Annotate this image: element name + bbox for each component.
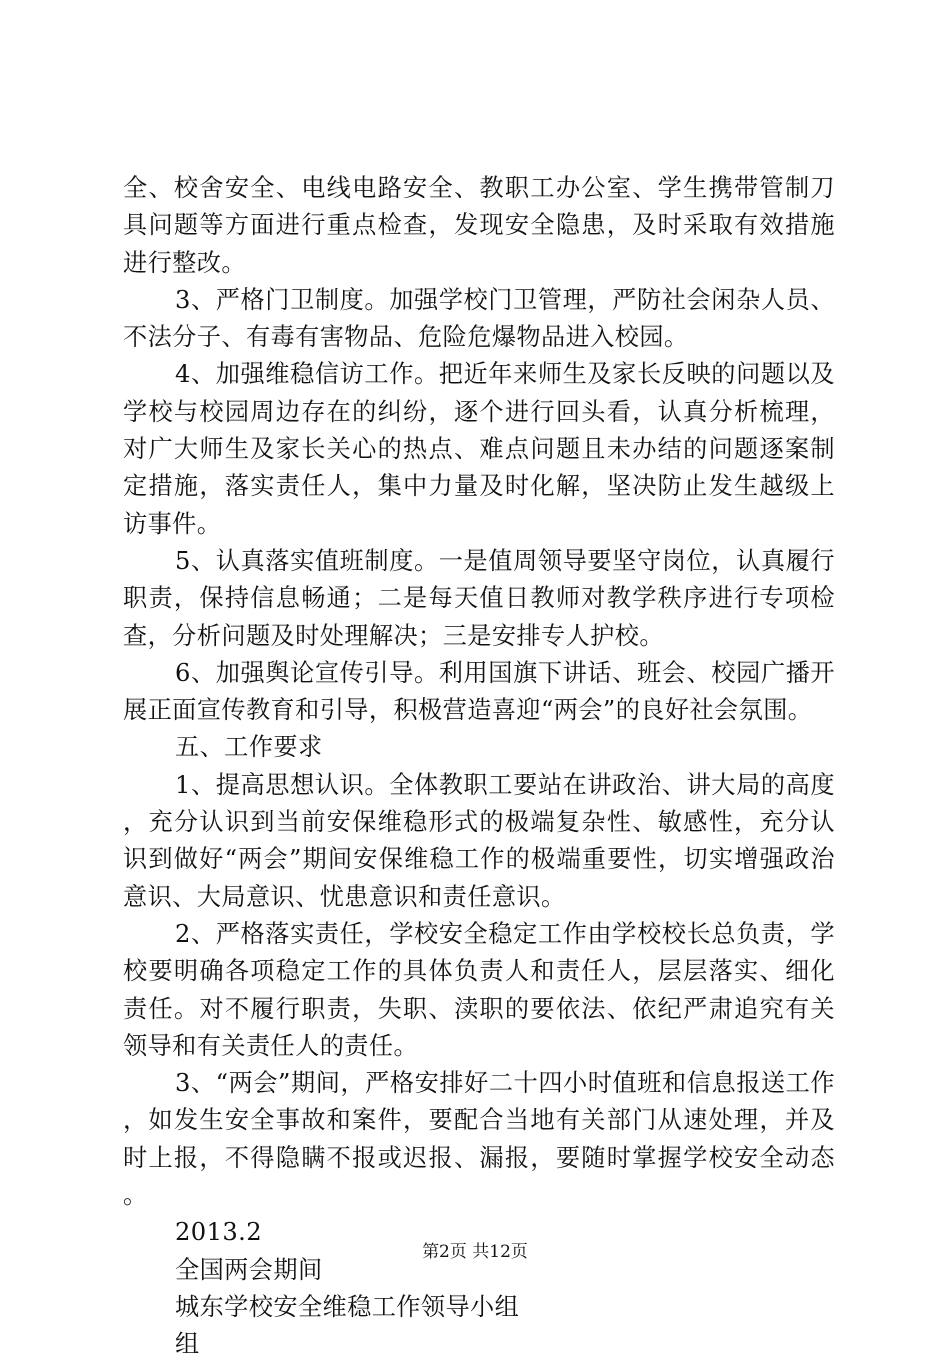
paragraph-publicity: 6、加强舆论宣传引导。利用国旗下讲话、班会、校园广播开展正面宣传教育和引导，积极营造喜迎“两会”的良好社会氛围。 bbox=[123, 658, 835, 725]
paragraph-duty-system: 5、认真落实值班制度。一是值周领导要坚守岗位，认真履行职责，保持信息畅通；二是每天值日教师对教学秩序进行专项检查，分析问题及时处理解决；三是安排专人护校。 bbox=[123, 546, 835, 650]
paragraph-continuation: 全、校舍安全、电线电路安全、教职工办公室、学生携带管制刀具问题等方面进行重点检查，发现安全隐患，及时采取有效措施进行整改。 bbox=[123, 174, 835, 277]
signoff-date: 2013.2 bbox=[175, 1218, 263, 1247]
paragraph-gate-guard: 3、严格门卫制度。加强学校门卫管理，严防社会闲杂人员、不法分子、有毒有害物品、危险危爆物品进入校园。 bbox=[123, 285, 835, 352]
signoff-trailing: 组 bbox=[175, 1330, 200, 1359]
paragraph-petition-work: 4、加强维稳信访工作。把近年来师生及家长反映的问题以及学校与校园周边存在的纠纷，逐个进行回头看，认真分析梳理，对广大师生及家长关心的热点、难点问题且未办结的问题逐案制定措施，落实责任人，集中力量及时化解，坚决防止发生越级上访事件。 bbox=[123, 360, 835, 538]
paragraph-awareness: 1、提高思想认识。全体教职工要站在讲政治、讲大局的高度，充分认识到当前安保维稳形式的极端复杂性、敏感性，充分认识到做好“两会”期间安保维稳工作的极端重要性，切实增强政治意识、大局意识、忧患意识和责任意识。 bbox=[123, 770, 835, 911]
document-body bbox=[123, 170, 835, 1364]
paragraph-responsibility: 2、严格落实责任，学校安全稳定工作由学校校长总负责，学校要明确各项稳定工作的具体负责人和责任人，层层落实、细化责任。对不履行职责，失职、渎职的要依法、依纪严肃追究有关领导和有关责任人的责任。 bbox=[123, 919, 835, 1060]
section-heading-requirements: 五、工作要求 bbox=[175, 733, 323, 762]
signoff-organization: 城东学校安全维稳工作领导小组 bbox=[175, 1292, 520, 1321]
paragraph-reporting: 3、“两会”期间，严格安排好二十四小时值班和信息报送工作，如发生安全事故和案件，要配合当地有关部门从速处理，并及时上报，不得隐瞒不报或迟报、漏报，要随时掌握学校安全动态。 bbox=[123, 1069, 835, 1210]
page-number-footer: 第2页 共12页 bbox=[422, 1242, 528, 1262]
signoff-period: 全国两会期间 bbox=[175, 1255, 323, 1284]
